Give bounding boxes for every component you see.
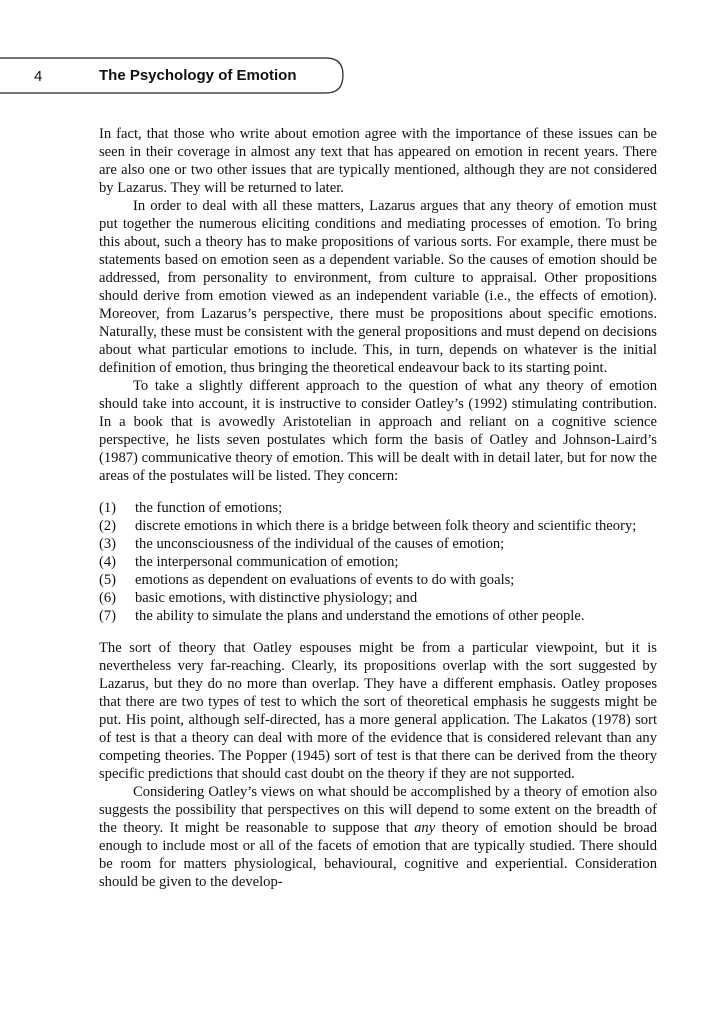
paragraph-1: In fact, that those who write about emotion agree with the importance of these issues can be seen in their coverage in almost any text that has appeared on emotion in recent years. There are also one or two other issues that are typically mentioned, although they are not considered by Lazarus. They will be returned to later. [99, 126, 657, 196]
list-item [99, 607, 657, 625]
list-item-number: (6) [99, 590, 117, 606]
list-item-number: (7) [99, 608, 117, 624]
list-item-text: basic emotions, with distinctive physiology; and [135, 590, 418, 606]
list-item-text: the interpersonal communication of emotion; [135, 554, 399, 570]
list-item-number: (1) [99, 500, 117, 516]
paragraph-3: To take a slightly different approach to the question of what any theory of emotion should take into account, it is instructive to consider Oatley’s (1992) stimulating contribution. In a book that is avowedly Aristotelian in approach and reliant on a cognitive science perspective, he lists seven postulates which form the basis of Oatley and Johnson-Laird’s (1987) communicative theory of emotion. This will be dealt with in detail later, but for now the areas of the postulates will be listed. They concern: [99, 378, 657, 484]
list-item [99, 571, 657, 589]
list-item-number: (3) [99, 536, 117, 552]
page-number: 4 [34, 68, 43, 85]
postulate-list [99, 499, 657, 625]
list-item-text: the unconsciousness of the individual of the causes of emotion; [135, 536, 505, 552]
paragraph-5-start: Considering Oatley’s views on what should be accomplished by a theory of emotion also suggests the possibility that perspectives on this will depend to some extent on the breadth of the theory. It might be reasonable to suppose that [99, 784, 657, 836]
paragraph-5 [99, 783, 657, 891]
emphasis-any: any [414, 820, 436, 836]
running-header [0, 57, 716, 97]
list-item [99, 499, 657, 517]
list-item-text: emotions as dependent on evaluations of events to do with goals; [135, 572, 515, 588]
running-title: The Psychology of Emotion [99, 67, 297, 84]
list-item-number: (4) [99, 554, 117, 570]
paragraph-5-end: theory of emotion should be broad enough to include most or all of the facets of emotion that are typically studied. There should be room for matters physiological, behavioural, cognitive and experiential. Consideration should be given to the develop- [99, 820, 657, 890]
list-item-number: (5) [99, 572, 117, 588]
list-item-text: discrete emotions in which there is a bridge between folk theory and scientific theory; [135, 518, 637, 534]
paragraph-4: The sort of theory that Oatley espouses might be from a particular viewpoint, but it is nevertheless very far-reaching. Clearly, its propositions overlap with the sort suggested by Lazarus, but they do no more than overlap. They have a different emphasis. Oatley proposes that there are two types of test to which the sort of theoretical emphasis he suggests might be put. His point, although self-directed, has a more general application. The Lakatos (1978) sort of test is that a theory can deal with more of the evidence that is considered relevant than any competing theories. The Popper (1945) sort of test is that there can be derived from the theory specific predictions that should cast doubt on the theory if they are not supported. [99, 640, 657, 782]
body-text [99, 125, 657, 891]
list-item-text: the ability to simulate the plans and understand the emotions of other people. [135, 608, 585, 624]
paragraph-2: In order to deal with all these matters, Lazarus argues that any theory of emotion must put together the numerous eliciting conditions and mediating processes of emotion. To bring this about, such a theory has to make propositions of various sorts. For example, there must be statements based on emotion seen as a dependent variable. So the causes of emotion should be addressed, from personality to environment, from culture to appraisal. Other propositions should derive from emotion viewed as an independent variable (i.e., the effects of emotion). Moreover, from Lazarus’s perspective, there must be propositions about specific emotions. Naturally, these must be consistent with the general propositions and must depend on decisions about what particular emotions to include. This, in turn, depends on whatever is the initial definition of emotion, thus bringing the theoretical endeavour back to its starting point. [99, 198, 657, 376]
list-item [99, 589, 657, 607]
list-item [99, 517, 657, 535]
list-item-text: the function of emotions; [135, 500, 283, 516]
list-item [99, 553, 657, 571]
list-item-number: (2) [99, 518, 117, 534]
list-item [99, 535, 657, 553]
